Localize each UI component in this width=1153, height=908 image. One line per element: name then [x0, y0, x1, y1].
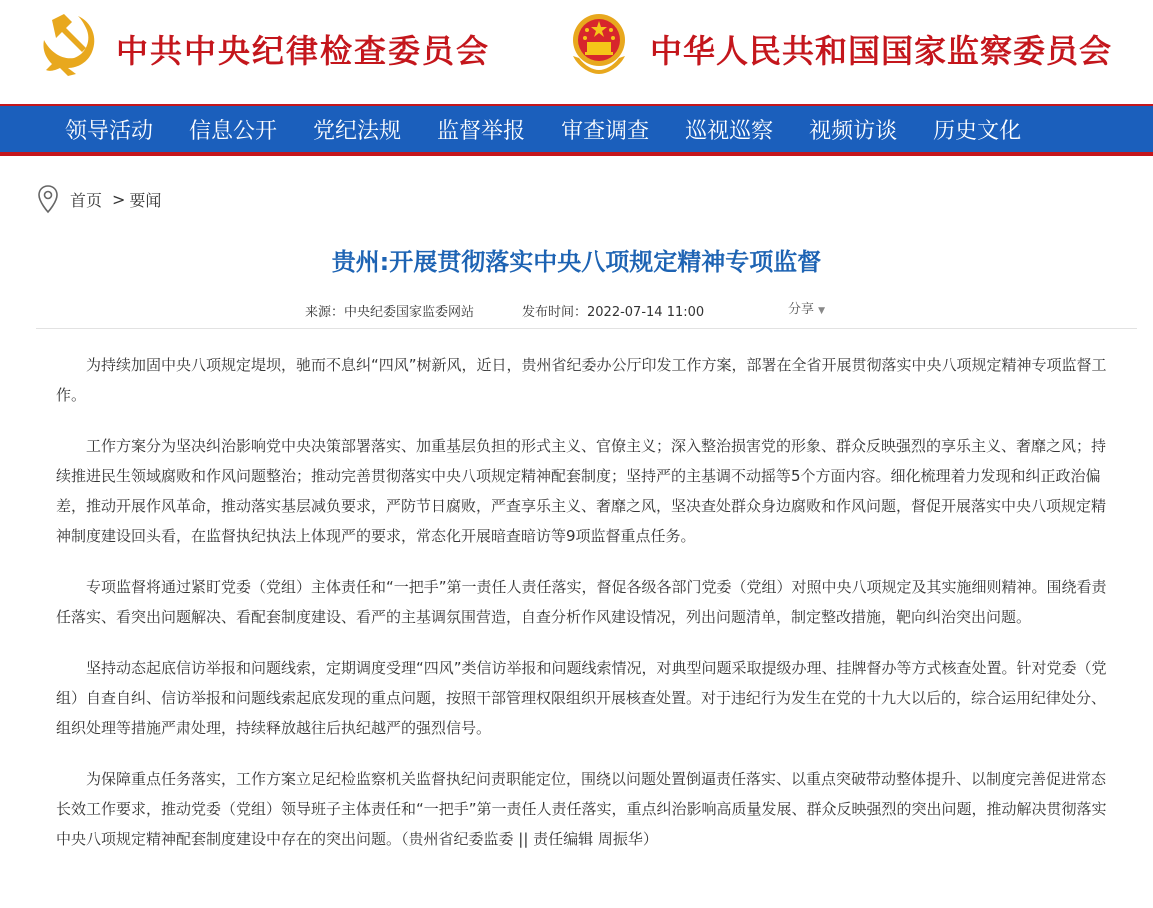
nav-item-history[interactable]: 历史文化 [933, 118, 1022, 144]
party-emblem-logo[interactable] [38, 10, 104, 76]
article-body [56, 350, 1118, 875]
article-paragraph: 坚持动态起底信访举报和问题线索，定期调度受理“四风”类信访举报和问题线索情况，对典型问题采取提级办理、挂牌督办等方式核查处置。针对党委（党组）自查自纠、信访举报和问题线索起底发现的重点问题，按照干部管理权限组织开展核查处置。对于违纪行为发生在党的十九大以后的，综合运用纪律处分、组织处理等措施严肃处理，持续释放越往后执纪越严的强烈信号。 [56, 659, 1107, 737]
article-paragraph: 专项监督将通过紧盯党委（党组）主体责任和“一把手”第一责任人责任落实，督促各级各部门党委（党组）对照中央八项规定及其实施细则精神。围绕看责任落实、看突出问题解决、看配套制度建设、看严的主基调氛围营造，自查分析作风建设情况，列出问题清单，制定整改措施，靶向纠治突出问题。 [56, 578, 1107, 626]
site-header [0, 0, 1153, 104]
article-paragraph: 工作方案分为坚决纠治影响党中央决策部署落实、加重基层负担的形式主义、官僚主义；深入整治损害党的形象、群众反映强烈的享乐主义、奢靡之风；持续推进民生领域腐败和作风问题整治；推动完善贯彻落实中央八项规定精神配套制度；坚持严的主基调不动摇等5个方面内容。细化梳理着力发现和纠正政治偏差，推动开展作风革命，推动落实基层减负要求，严防节日腐败，严查享乐主义、奢靡之风，坚决查处群众身边腐败和作风问题，督促开展落实中央八项规定精神制度建设回头看，在监督执纪执法上体现严的要求，常态化开展暗查暗访等9项监督重点任务。 [56, 437, 1107, 545]
nav-item-leadership[interactable]: 领导活动 [65, 118, 154, 144]
main-nav [0, 104, 1153, 156]
source-label: 来源： [305, 305, 345, 320]
nav-item-inspection[interactable]: 巡视巡察 [685, 118, 774, 144]
nav-item-video[interactable]: 视频访谈 [809, 118, 898, 144]
breadcrumb [36, 184, 161, 214]
caret-down-icon: ▼ [818, 306, 826, 316]
article-paragraph: 为持续加固中央八项规定堤坝，驰而不息纠“四风”树新风，近日，贵州省纪委办公厅印发工作方案，部署在全省开展贯彻落实中央八项规定精神专项监督工作。 [56, 356, 1107, 404]
meta-divider [36, 328, 1137, 329]
share-label: 分享 [788, 302, 815, 317]
article-publish-time [522, 301, 704, 320]
breadcrumb-home-link[interactable]: 首页 [70, 190, 103, 210]
share-button[interactable] [788, 298, 825, 317]
source-value: 中央纪委国家监委网站 [344, 305, 475, 320]
org-title-cpc: 中共中央纪律检查委员会 [116, 32, 491, 70]
time-value: 2022-07-14 11:00 [587, 305, 705, 320]
article-source [305, 301, 474, 320]
org-title-nsc: 中华人民共和国国家监察委员会 [650, 32, 1113, 70]
nav-item-info-disclosure[interactable]: 信息公开 [189, 118, 278, 144]
time-label: 发布时间： [522, 305, 588, 320]
article-paragraph: 为保障重点任务落实，工作方案立足纪检监察机关监督执纪问责职能定位，围绕以问题处置倒逼责任落实、以重点突破带动整体提升、以制度完善促进常态长效工作要求，推动党委（党组）领导班子主体责任和“一把手”第一责任人责任落实，重点纠治影响高质量发展、群众反映强烈的突出问题，推动解决贯彻落实中央八项规定精神配套制度建设中存在的突出问题。（贵州省纪委监委 || 责任编辑 周振华） [56, 770, 1107, 848]
nav-item-investigation[interactable]: 审查调查 [561, 118, 650, 144]
nav-item-report[interactable]: 监督举报 [437, 118, 526, 144]
breadcrumb-separator: > [112, 189, 126, 209]
article-title: 贵州:开展贯彻落实中央八项规定精神专项监督 [331, 248, 822, 276]
breadcrumb-current-link[interactable]: 要闻 [129, 190, 162, 210]
location-pin-icon [36, 184, 60, 214]
national-emblem-logo[interactable] [563, 8, 635, 78]
nav-item-regulations[interactable]: 党纪法规 [313, 118, 402, 144]
